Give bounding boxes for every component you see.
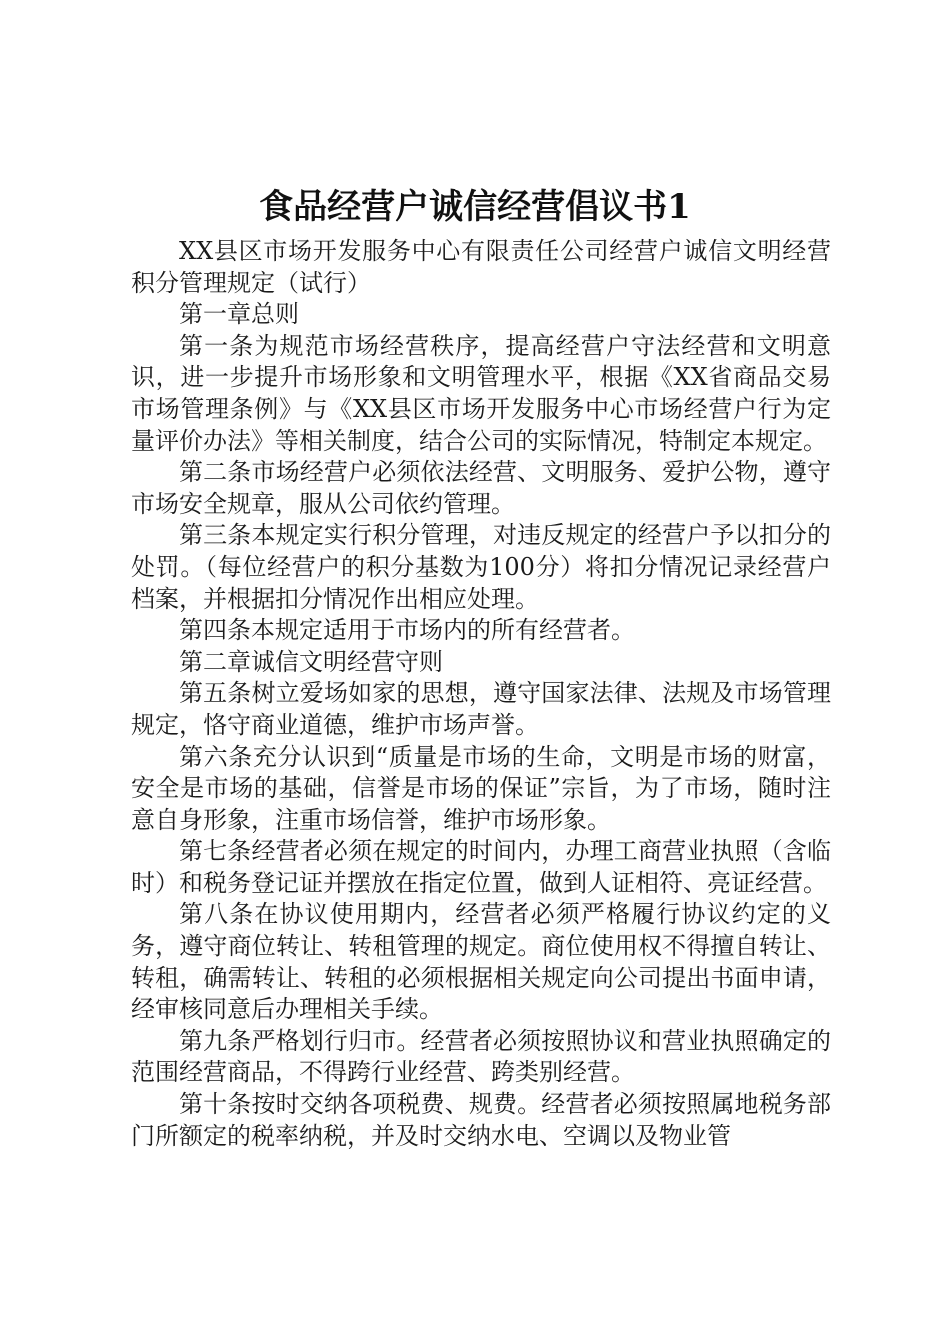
article-paragraph: 第三条本规定实行积分管理，对违反规定的经营户予以扣分的处罚。（每位经营户的积分基数为100分）将扣分情况记录经营户档案，并根据扣分情况作出相应处理。 — [131, 521, 831, 613]
article-paragraph: 第十条按时交纳各项税费、规费。经营者必须按照属地税务部门所额定的税率纳税，并及时交纳水电、空调以及物业管 — [131, 1090, 831, 1150]
chapter-heading: 第二章诚信文明经营守则 — [179, 647, 443, 676]
article-paragraph: 第二条市场经营户必须依法经营、文明服务、爱护公物，遵守市场安全规章，服从公司依约管理。 — [131, 458, 831, 518]
article-paragraph: 第五条树立爱场如家的思想，遵守国家法律、法规及市场管理规定，恪守商业道德，维护市场声誉。 — [131, 679, 831, 739]
article-paragraph: 第八条在协议使用期内，经营者必须严格履行协议约定的义务，遵守商位转让、转租管理的规定。商位使用权不得擅自转让、转租，确需转让、转租的必须根据相关规定向公司提出书面申请，经审核同意后办理相关手续。 — [131, 900, 831, 1024]
document-title: 食品经营户诚信经营倡议书1 — [259, 187, 691, 227]
chapter-heading: 第一章总则 — [179, 300, 299, 329]
article-paragraph: 第一条为规范市场经营秩序，提高经营户守法经营和文明意识，进一步提升市场形象和文明管理水平，根据《XX省商品交易市场管理条例》与《XX县区市场开发服务中心市场经营户行为定量评价办法》等相关制度，结合公司的实际情况，特制定本规定。 — [131, 331, 831, 455]
paragraph-intro: XX县区市场开发服务中心有限责任公司经营户诚信文明经营积分管理规定（试行） — [131, 237, 831, 297]
article-paragraph: 第七条经营者必须在规定的时间内，办理工商营业执照（含临时）和税务登记证并摆放在指定位置，做到人证相符、亮证经营。 — [131, 837, 831, 897]
article-paragraph: 第四条本规定适用于市场内的所有经营者。 — [179, 616, 635, 645]
article-paragraph: 第九条严格划行归市。经营者必须按照协议和营业执照确定的范围经营商品，不得跨行业经营、跨类别经营。 — [131, 1026, 831, 1087]
article-paragraph: 第六条充分认识到“质量是市场的生命，文明是市场的财富，安全是市场的基础，信誉是市场的保证”宗旨，为了市场，随时注意自身形象，注重市场信誉，维护市场形象。 — [131, 742, 831, 834]
document-body — [131, 236, 831, 1152]
